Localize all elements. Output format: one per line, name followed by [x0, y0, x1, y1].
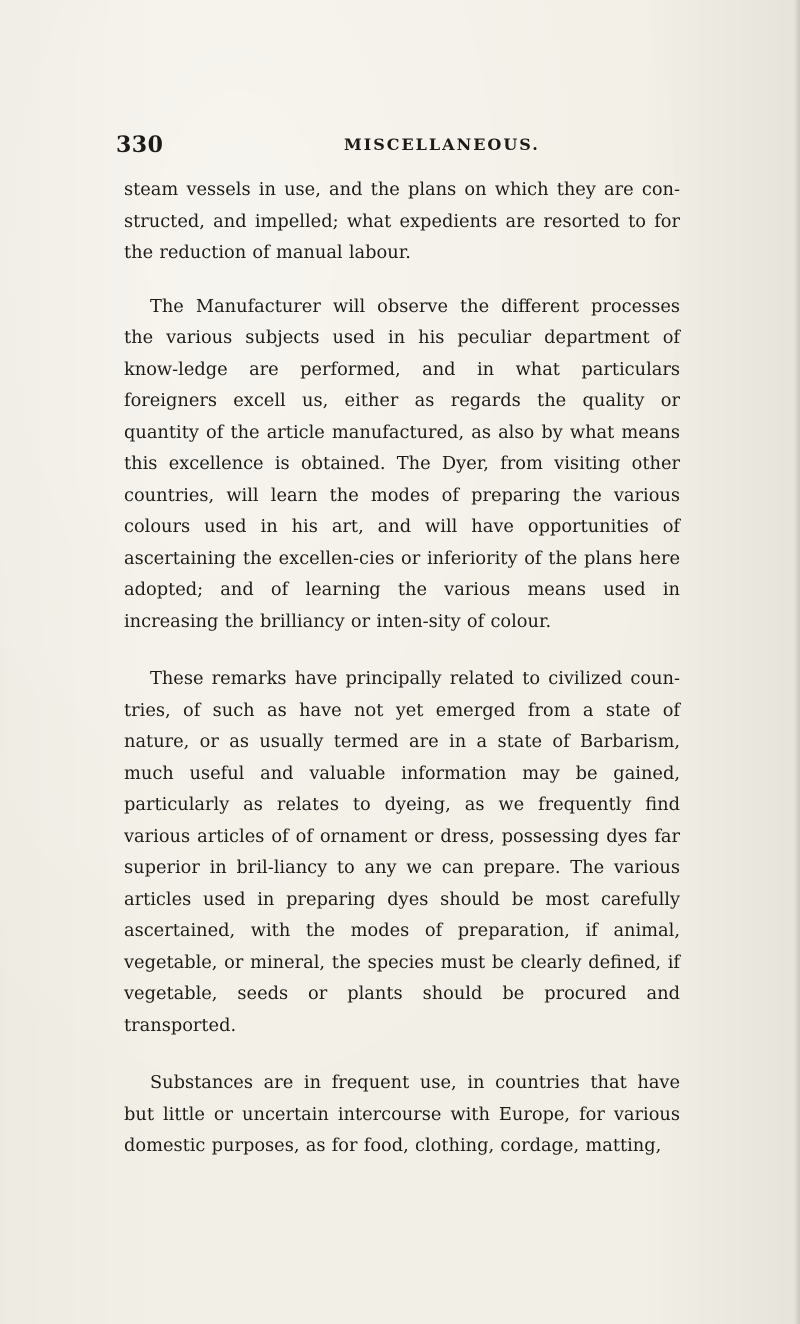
- page-edge-shadow: [794, 0, 800, 1324]
- page-number: 330: [116, 132, 164, 158]
- paragraph-remarks: These remarks have principally related to civilized coun-tries, of such as have not yet emerged from a state of nature, or as usually termed are in a state of Barbarism, much useful and valuable information may be gained, particularly as relates to dyeing, as we frequently find various articles of of ornament or dress, possessing dyes far superior in bril-liancy to any we can prepare. The various articles used in preparing dyes should be most carefully ascertained, with the modes of preparation, if animal, vegetable, or mineral, the species must be clearly defined, if vegetable, seeds or plants should be procured and transported.: [124, 668, 680, 1036]
- paragraph-continuation: steam vessels in use, and the plans on which they are con-structed, and impelled; what expedients are resorted to for the reduction of manual labour.: [124, 179, 680, 263]
- running-head: MISCELLANEOUS.: [344, 135, 540, 154]
- paragraph-manufacturer: The Manufacturer will observe the different processes the various subjects used in his peculiar department of know-ledge are performed, and in what particulars foreigners excell us, either as regards the quality or quantity of the article manufactured, as also by what means this excellence is obtained. The Dyer, from visiting other countries, will learn the modes of preparing the various colours used in his art, and will have opportunities of ascertaining the excellen-cies or inferiority of the plans here adopted; and of learning the various means used in increasing the brilliancy or inten-sity of colour.: [124, 295, 680, 632]
- body-text: [124, 174, 680, 1162]
- page-header: [116, 132, 686, 162]
- paragraph-substances: Substances are in frequent use, in countries that have but little or uncertain intercourse with Europe, for various domestic purposes, as for food, clothing, cordage, matting,: [124, 1072, 680, 1156]
